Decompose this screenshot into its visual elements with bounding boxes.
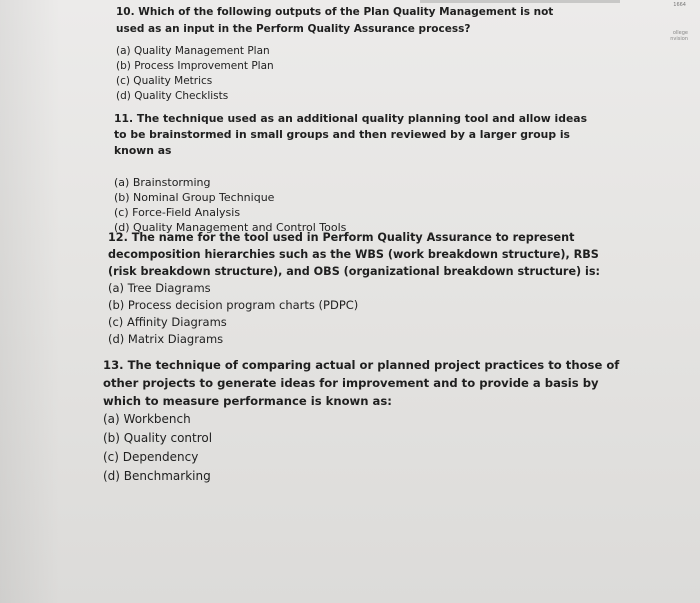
option-d: (d) Quality Management and Control Tools bbox=[114, 221, 347, 234]
option-c: (c) Dependency bbox=[103, 450, 199, 464]
question-text: 12. The name for the tool used in Perform Quality Assurance to represent decomposition hierarchies such as the WBS (work breakdown structure), RBS (risk breakdown structure), and OBS (organizational breakdown structure) is: bbox=[108, 231, 601, 278]
option-b: (b) Process decision program charts (PDPC) bbox=[108, 298, 359, 312]
question-13 bbox=[103, 356, 623, 486]
corner-stamp-line: ollege bbox=[672, 30, 688, 36]
question-10 bbox=[116, 4, 576, 104]
corner-mark: 1664 bbox=[673, 2, 686, 8]
option-a: (a) Quality Management Plan bbox=[116, 45, 270, 57]
page-shadow bbox=[0, 0, 60, 603]
option-d: (d) Quality Checklists bbox=[116, 90, 229, 102]
option-a: (a) Workbench bbox=[103, 412, 191, 426]
option-c: (c) Affinity Diagrams bbox=[108, 315, 227, 329]
option-d: (d) Matrix Diagrams bbox=[108, 332, 224, 346]
option-b: (b) Nominal Group Technique bbox=[114, 191, 275, 204]
option-b: (b) Process Improvement Plan bbox=[116, 60, 274, 72]
option-c: (c) Force-Field Analysis bbox=[114, 206, 241, 219]
options-list bbox=[103, 410, 623, 486]
corner-stamp bbox=[670, 30, 688, 42]
question-12 bbox=[108, 229, 608, 348]
options-list bbox=[116, 44, 576, 104]
options-list bbox=[108, 280, 608, 348]
option-a: (a) Brainstorming bbox=[114, 176, 211, 189]
option-a: (a) Tree Diagrams bbox=[108, 281, 211, 295]
question-text: 11. The technique used as an additional quality planning tool and allow ideas to be brainstormed in small groups and then reviewed by a larger group is known as bbox=[114, 112, 587, 157]
options-list bbox=[114, 175, 594, 235]
option-c: (c) Quality Metrics bbox=[116, 75, 213, 87]
question-text: 13. The technique of comparing actual or planned project practices to those of other projects to generate ideas for improvement and to provide a basis by which to measure performance is known as: bbox=[103, 358, 620, 408]
question-text: 10. Which of the following outputs of the Plan Quality Management is not used as an input in the Perform Quality Assurance process? bbox=[116, 6, 554, 35]
corner-stamp-line: nvision bbox=[670, 36, 688, 42]
top-edge-mark bbox=[420, 0, 620, 3]
question-11 bbox=[114, 111, 594, 235]
option-d: (d) Benchmarking bbox=[103, 469, 211, 483]
option-b: (b) Quality control bbox=[103, 431, 213, 445]
